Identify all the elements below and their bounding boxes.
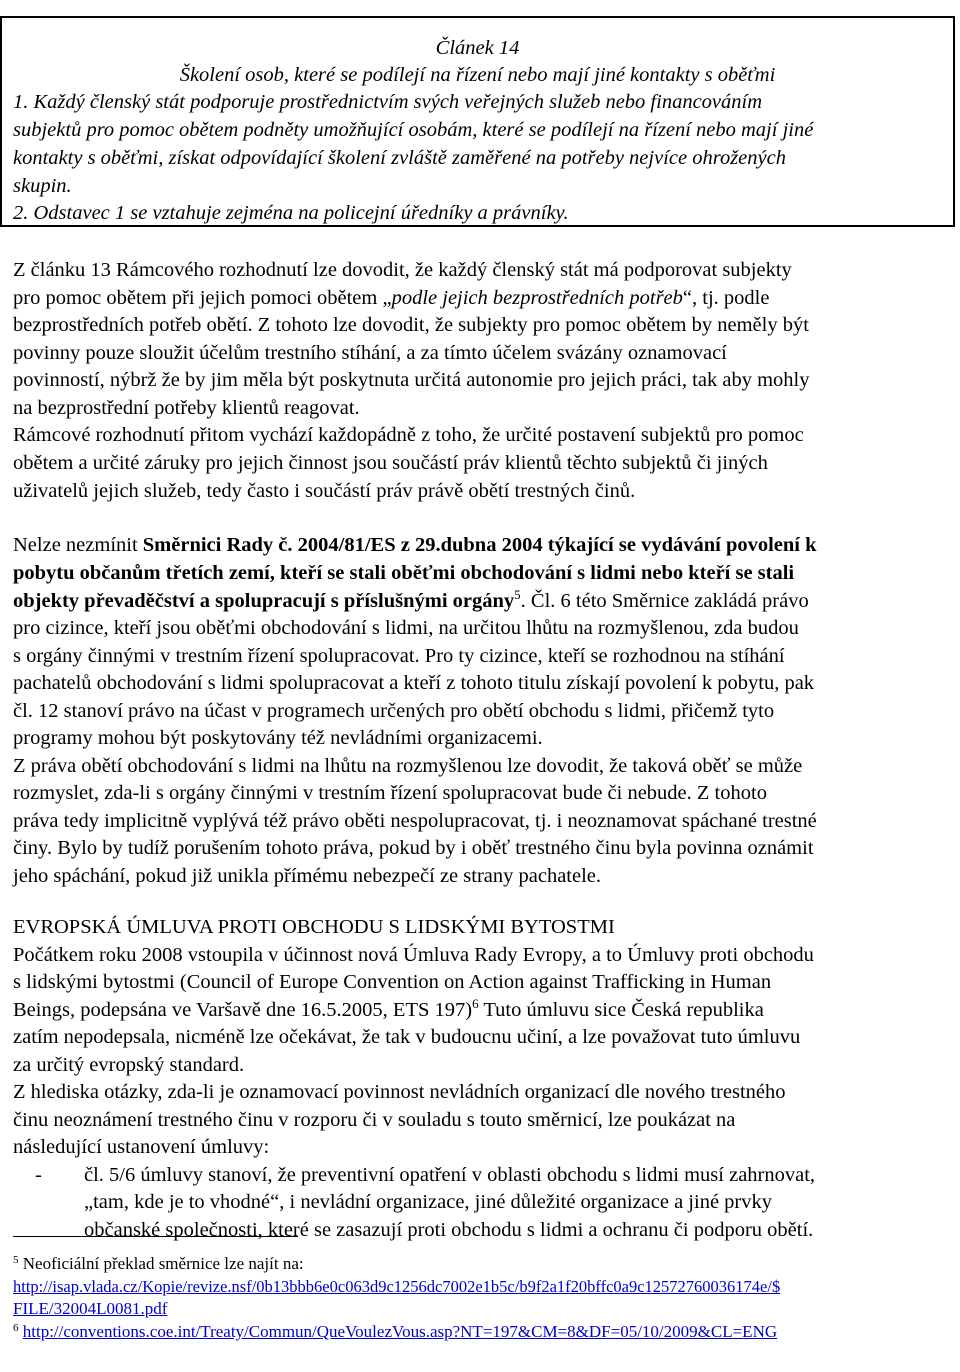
paragraph-line: povinny pouze sloužit účelům trestního stíhání, a za tímto účelem svázány oznamovací: [13, 342, 727, 364]
footnote-5: $^5$ Neoficiální překlad směrnice lze najít na:: [13, 1254, 304, 1273]
paragraph-line: povinností, nýbrž že by jim měla být poskytnuta určitá autonomie pro jejich práci, tak aby mohly: [13, 369, 810, 391]
footnote-6-link[interactable]: http://conventions.coe.int/Treaty/Commun/QueVoulezVous.asp?NT=197&CM=8&DF=05/10/2009&CL=ENG: [22, 1322, 778, 1341]
paragraph-line: Z hlediska otázky, zda-li je oznamovací povinnost nevládních organizací dle nového trestného: [13, 1081, 786, 1103]
paragraph-line: pro cizince, kteří jsou oběťmi obchodování s lidmi, na určitou lhůtu na rozmyšlenou, zda budou: [13, 617, 799, 639]
article-line: skupin.: [13, 175, 72, 197]
list-item-line: „tam, kde je to vhodné“, i nevládní organizace, jiné důležité organizace a jiné prvky: [84, 1191, 772, 1213]
footnote-ref: 5: [514, 587, 521, 602]
paragraph-line: pro pomoc obětem při jejich pomoci obětem „podle jejich bezprostředních potřeb“, tj. podle: [13, 287, 770, 309]
list-bullet: -: [35, 1164, 42, 1186]
paragraph-line: čl. 12 stanoví právo na účast v programech určených pro obětí obchodu s lidmi, přičemž tyto: [13, 700, 775, 722]
paragraph-line: Nelze nezmínit Směrnici Rady č. 2004/81/ES z 29.dubna 2004 týkající se vydávání povolení k: [13, 534, 817, 556]
paragraph-line: práva tedy implicitně vyplývá též právo oběti nespolupracovat, tj. i neoznamovat spáchané trestné: [13, 810, 817, 832]
paragraph-line: rozmyslet, zda-li s orgány činnými v trestním řízení spolupracovat bude či nebude. Z tohoto: [13, 782, 767, 804]
paragraph-line: s lidskými bytostmi (Council of Europe Convention on Action against Trafficking in Human: [13, 971, 772, 993]
paragraph-line: zatím nepodepsala, nicméně lze očekávat, že tak v budoucnu učiní, a lze považovat tuto úmluvu: [13, 1026, 801, 1048]
footnote-5-link-cont[interactable]: FILE/32004L0081.pdf: [13, 1299, 168, 1318]
paragraph-line: Rámcové rozhodnutí přitom vychází každopádně z toho, že určité postavení subjektů pro pomoc: [13, 424, 804, 446]
paragraph-line: Z článku 13 Rámcového rozhodnutí lze dovodit, že každý členský stát má podporovat subjekty: [13, 259, 792, 281]
list-item-line: občanské společnosti, které se zasazují proti obchodu s lidmi a ochranu či podporu obětí.: [84, 1219, 814, 1241]
paragraph-line: za určitý evropský standard.: [13, 1054, 245, 1076]
paragraph-line: Počátkem roku 2008 vstoupila v účinnost nová Úmluva Rady Evropy, a to Úmluvy proti obchodu: [13, 944, 814, 966]
paragraph-line: objekty převaděčství a spolupracují s příslušnými orgány$^5$. Čl. 6 této Směrnice zakládá právo: [13, 587, 809, 612]
article-line: 2. Odstavec 1 se vztahuje zejména na policejní úředníky a právníky.: [13, 202, 569, 224]
footnote-5-link[interactable]: http://isap.vlada.cz/Kopie/revize.nsf/0b13bbb6e0c063d9c1256dc7002e1b5c/b9f2a1f20bffc0a9c12572760036174e/$: [13, 1277, 781, 1296]
paragraph-line: činu neoznámení trestného činu v rozporu či v souladu s touto směrnicí, lze poukázat na: [13, 1109, 736, 1131]
paragraph-line: na bezprostřední potřeby klientů reagovat.: [13, 397, 360, 419]
list-item-line: čl. 5/6 úmluvy stanoví, že preventivní opatření v oblasti obchodu s lidmi musí zahrnovat,: [84, 1164, 816, 1186]
section-heading: EVROPSKÁ ÚMLUVA PROTI OBCHODU S LIDSKÝMI BYTOSTMI: [13, 916, 615, 938]
paragraph-line: pachatelů obchodování s lidmi spolupracovat a kteří z tohoto titulu získají povolení k pobytu, pak: [13, 672, 815, 694]
footnote-ref: 6: [472, 996, 479, 1011]
paragraph-line: činy. Bylo by tudíž porušením tohoto práva, pokud by i oběť trestného činu byla povinna oznámit: [13, 837, 814, 859]
paragraph-line: Beings, podepsána ve Varšavě dne 16.5.2005, ETS 197)$^6$ Tuto úmluvu sice Česká republika: [13, 996, 764, 1021]
article-subheading: Školení osob, které se podílejí na řízení nebo mají jiné kontakty s oběťmi: [179, 64, 776, 86]
paragraph-line: jeho spáchání, pokud již unikla přímému nebezpečí ze strany pachatele.: [13, 865, 602, 887]
footnote-separator: [13, 1236, 298, 1237]
article-line: 1. Každý členský stát podporuje prostřednictvím svých veřejných služeb nebo financováním: [13, 91, 763, 113]
paragraph-line: bezprostředních potřeb obětí. Z tohoto lze dovodit, že subjekty pro pomoc obětem by neměly být: [13, 314, 809, 336]
paragraph-line: následující ustanovení úmluvy:: [13, 1136, 270, 1158]
article-heading: Článek 14: [435, 37, 520, 59]
paragraph-line: uživatelů jejich služeb, tedy často i součástí práv právě obětí trestných činů.: [13, 480, 636, 502]
paragraph-line: programy mohou být poskytovány též nevládními organizacemi.: [13, 727, 543, 749]
article-line: kontakty s oběťmi, získat odpovídající školení zvláště zaměřené na potřeby nejvíce ohrožených: [13, 147, 786, 169]
article-line: subjektů pro pomoc obětem podněty umožňující osobám, které se podílejí na řízení nebo mají jiné: [13, 119, 814, 141]
paragraph-line: s orgány činnými v trestním řízení spolupracovat. Pro ty cizince, kteří se rozhodnou na stíhání: [13, 645, 785, 667]
paragraph-line: Z práva obětí obchodování s lidmi na lhůtu na rozmyšlenou lze dovodit, že taková oběť se může: [13, 755, 803, 777]
paragraph-line: obětem a určité záruky pro jejich činnost jsou součástí práv klientů těchto subjektů či jiných: [13, 452, 768, 474]
footnote-6: $^6$ http://conventions.coe.int/Treaty/Commun/QueVoulezVous.asp?NT=197&CM=8&DF=05/10/2009&CL=ENG: [13, 1322, 778, 1341]
paragraph-line: pobytu občanům třetích zemí, kteří se stali oběťmi obchodování s lidmi nebo kteří se stali: [13, 562, 795, 584]
